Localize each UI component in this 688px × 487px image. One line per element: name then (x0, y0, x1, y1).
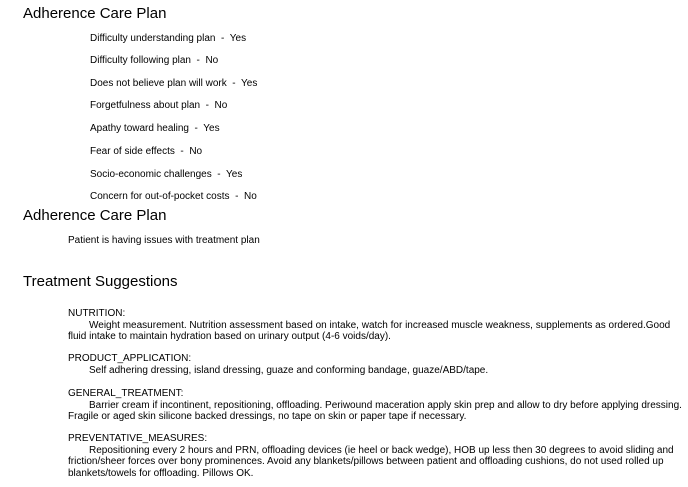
item-label: Difficulty understanding plan (90, 33, 216, 44)
item-label: Forgetfulness about plan (90, 100, 201, 111)
treatment-section-nutrition (68, 308, 682, 343)
item-label: Socio-economic challenges (90, 169, 212, 180)
section-text: Barrier cream if incontinent, repositioning, offloading. Periwound maceration apply skin prep and allow to dry before applying dressing. Fragile or aged skin silicone backed dressings, no tape on skin or paper tape if necessary. (68, 399, 682, 422)
adherence-item (90, 33, 246, 45)
adherence-item (90, 100, 227, 112)
section-label: PREVENTATIVE_MEASURES: (68, 433, 208, 444)
item-label: Does not believe plan will work (90, 78, 227, 89)
item-value: No (214, 100, 228, 111)
section-label: NUTRITION: (68, 308, 126, 319)
section-text: Weight measurement. Nutrition assessment based on intake, watch for increased muscle weakness, supplements as ordered.Good fluid intake to maintain hydration based on urinary output (4-6 voids/day). (68, 319, 671, 342)
treatment-section-product-application (68, 353, 682, 376)
item-value: No (189, 146, 203, 157)
adherence-plan-title: Adherence Care Plan (23, 207, 167, 224)
treatment-section-general-treatment (68, 388, 682, 423)
item-value: Yes (241, 78, 258, 89)
adherence-item (90, 146, 202, 158)
item-label: Concern for out-of-pocket costs (90, 191, 230, 202)
item-separator: - (232, 78, 236, 89)
treatment-section-preventative-measures (68, 433, 682, 479)
section-text: Self adhering dressing, island dressing, guaze and conforming bandage, guaze/ABD/tape. (89, 364, 489, 376)
item-separator: - (235, 191, 239, 202)
adherence-note: Patient is having issues with treatment plan (68, 235, 260, 246)
adherence-item (90, 78, 257, 90)
item-separator: - (221, 33, 225, 44)
adherence-item (90, 55, 218, 67)
item-value: Yes (226, 169, 243, 180)
item-value: No (205, 55, 219, 66)
adherence-item (90, 169, 242, 181)
item-value: Yes (229, 33, 247, 44)
item-value: No (243, 191, 257, 202)
item-label: Fear of side effects (90, 146, 175, 157)
item-separator: - (217, 169, 221, 180)
item-label: Difficulty following plan (90, 55, 191, 66)
adherence-item (90, 123, 220, 135)
item-separator: - (180, 146, 184, 157)
item-label: Apathy toward healing (90, 123, 189, 134)
section-text: Repositioning every 2 hours and PRN, offloading devices (ie heel or back wedge), HOB up less then 30 degrees to avoid sliding and friction/sheer forces over bony prominences. Avoid any blankets/pillows between patient and offloading cushions, do not used rolled up blankets/towels for offloading. Pillows OK. (68, 444, 674, 479)
item-separator: - (194, 123, 198, 134)
section-label: PRODUCT_APPLICATION: (68, 353, 192, 364)
section-label: GENERAL_TREATMENT: (68, 388, 184, 399)
adherence-item (90, 191, 257, 203)
adherence-plan-title: Adherence Care Plan (23, 5, 167, 22)
item-value: Yes (203, 123, 220, 134)
treatment-suggestions-title: Treatment Suggestions (23, 273, 178, 290)
item-separator: - (196, 55, 200, 66)
item-separator: - (205, 100, 209, 111)
